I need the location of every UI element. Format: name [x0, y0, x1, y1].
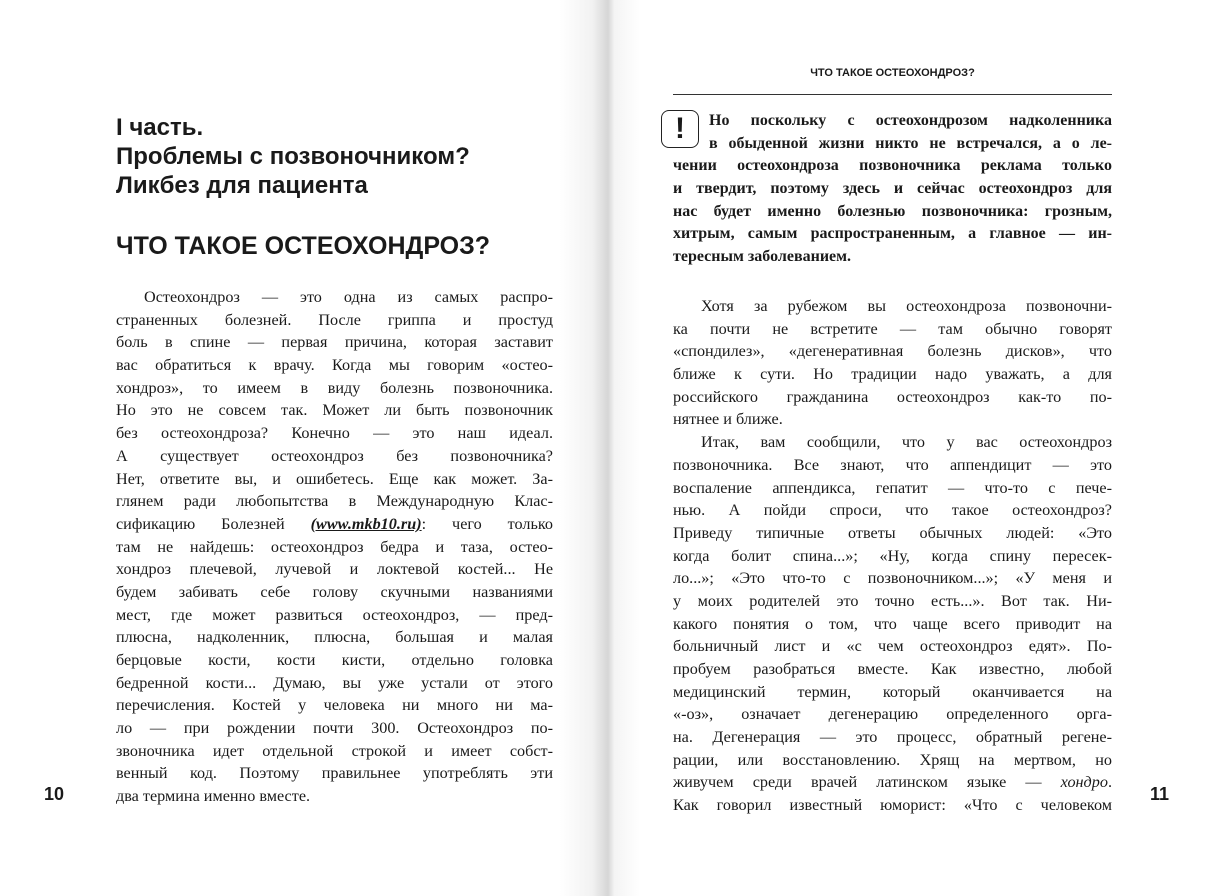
left-body-text: [116, 286, 553, 808]
text-segment: хондро: [1060, 773, 1108, 792]
text-line: страненных болезней. После гриппа и простуд: [116, 310, 553, 329]
text-line: когда болит спина...»; «Ну, когда спину пересек-: [673, 546, 1112, 565]
callout-text: [673, 110, 1112, 269]
text-line: Хотя за рубежом вы остеохондроза позвоночни-: [701, 297, 1112, 315]
text-line: чении остеохондроза позвоночника реклама только: [673, 157, 1112, 175]
text-segment: живучем среди врачей латинском языке —: [673, 773, 1061, 792]
text-line: звоночника идет отдельной строкой и имеет собст-: [116, 741, 553, 760]
text-line: венный код. Поэтому правильнее употреблять эти: [116, 764, 553, 783]
text-line: Итак, вам сообщили, что у вас остеохондроз: [701, 433, 1112, 452]
text-line: Но поскольку с остеохондрозом надколенника: [709, 112, 1112, 129]
text-line: [673, 771, 1112, 794]
title-line: I часть.: [116, 114, 204, 141]
text-line: мест, где может развиться остеохондроз, — пред-: [116, 605, 553, 624]
text-line: пробуем разобраться вместе. Как известно, любой: [673, 660, 1112, 678]
title-line: Проблемы с позвоночником?: [116, 143, 470, 170]
book-gutter: [560, 0, 640, 896]
text-line: Но это не совсем так. Может ли быть позвоночник: [116, 401, 553, 420]
text-line: ло — при рождении почти 300. Остеохондроз по-: [116, 719, 553, 738]
text-line: там не найдешь: остеохондроз бедра и таза, остео-: [116, 537, 553, 556]
text-line: хондроз», то имеем в виду болезнь позвоночника.: [116, 378, 553, 397]
text-line: Приведу типичные ответы обычных людей: «Это: [673, 523, 1112, 542]
text-line: Как говорил известный юморист: «Что с человеком: [673, 796, 1112, 815]
running-head: ЧТО ТАКОЕ ОСТЕОХОНДРОЗ?: [810, 67, 975, 79]
text-line: перечисления. Костей у человека ни много ни ма-: [116, 696, 553, 715]
text-line: воспаление аппендикса, гепатит — что-то с пече-: [673, 478, 1112, 497]
text-line: два термина именно вместе.: [116, 787, 311, 806]
text-line: позвоночника. Все знают, что аппендицит — это: [673, 455, 1112, 474]
text-line: берцовые кости, кости кисти, отдельно головка: [116, 651, 553, 669]
text-line: хитрым, самым распространенным, а главное — ин-: [673, 225, 1112, 243]
text-line: на. Дегенерация — это процесс, обратный регене-: [673, 728, 1112, 747]
page-number-right: 11: [1150, 784, 1170, 804]
text-line: вас обратиться к врачу. Когда мы говорим «остео-: [116, 356, 553, 375]
text-segment: .: [1107, 773, 1112, 792]
text-line: у моих родителей это точно есть...». Вот так. Ни-: [673, 591, 1112, 610]
exclamation-icon: !: [661, 110, 699, 148]
text-line: боль в спине — первая причина, которая заставит: [116, 333, 553, 352]
text-line: российского гражданина остеохондроз как-то по-: [673, 387, 1112, 406]
text-line: какого понятия о том, что чаще всего приводит на: [673, 614, 1112, 633]
text-line: рации, или восстановлению. Хрящ на мертвом, но: [673, 750, 1112, 769]
text-line: глянем ради любопытства в Международную Клас-: [116, 492, 553, 511]
header-rule: [673, 94, 1112, 95]
text-segment: : чего только: [421, 514, 553, 533]
text-line: бедренной кости... Думаю, вы уже устали от этого: [116, 673, 553, 692]
text-line: Нет, ответите вы, и ошибетесь. Еще как может. За-: [116, 469, 553, 488]
text-line: без остеохондроза? Конечно — это наш идеал.: [116, 424, 553, 443]
text-line: в обыденной жизни никто не встречался, а о ле-: [709, 134, 1112, 152]
text-line: плюсна, надколенник, плюсна, большая и малая: [116, 628, 553, 647]
text-line: будем забивать себе голову скучными названиями: [116, 582, 553, 601]
text-line: больничный лист и «с чем остеохондроз едят». По-: [673, 637, 1112, 656]
text-line: ближе к сути. Но традиции надо уважать, а для: [673, 365, 1112, 384]
text-line: хондроз плечевой, лучевой и локтевой костей... Не: [116, 560, 553, 579]
text-line: ка почти не встретите — там обычно говорят: [673, 319, 1112, 338]
text-line: Остеохондроз — это одна из самых распро-: [144, 288, 553, 306]
text-line: тересным заболеванием.: [673, 248, 852, 266]
part-title: [116, 113, 470, 200]
chapter-heading: ЧТО ТАКОЕ ОСТЕОХОНДРОЗ?: [116, 232, 491, 260]
text-line: медицинский термин, который оканчивается на: [673, 682, 1112, 701]
text-line: нятнее и ближе.: [673, 410, 783, 429]
text-line: «-оз», означает дегенерацию определенного орга-: [673, 705, 1112, 724]
title-line: Ликбез для пациента: [116, 172, 368, 199]
text-line: ло...»; «Это что-то с позвоночником...»; «У меня и: [673, 569, 1112, 588]
mkb10-link[interactable]: (www.mkb10.ru): [310, 514, 422, 533]
page-number-left: 10: [44, 784, 65, 804]
text-line: [116, 513, 553, 536]
text-line: нью. А пойди спроси, что такое остеохондроз?: [673, 501, 1112, 520]
text-line: А существует остеохондроз без позвоночника?: [116, 446, 553, 465]
text-segment: сификацию Болезней: [116, 514, 311, 533]
right-body-text: [673, 295, 1112, 817]
text-line: «спондилез», «дегенеративная болезнь дисков», что: [673, 342, 1112, 361]
text-line: и твердит, поэтому здесь и сейчас остеохондроз для: [673, 180, 1112, 198]
text-line: нас будет именно болезнью позвоночника: грозным,: [673, 202, 1112, 220]
